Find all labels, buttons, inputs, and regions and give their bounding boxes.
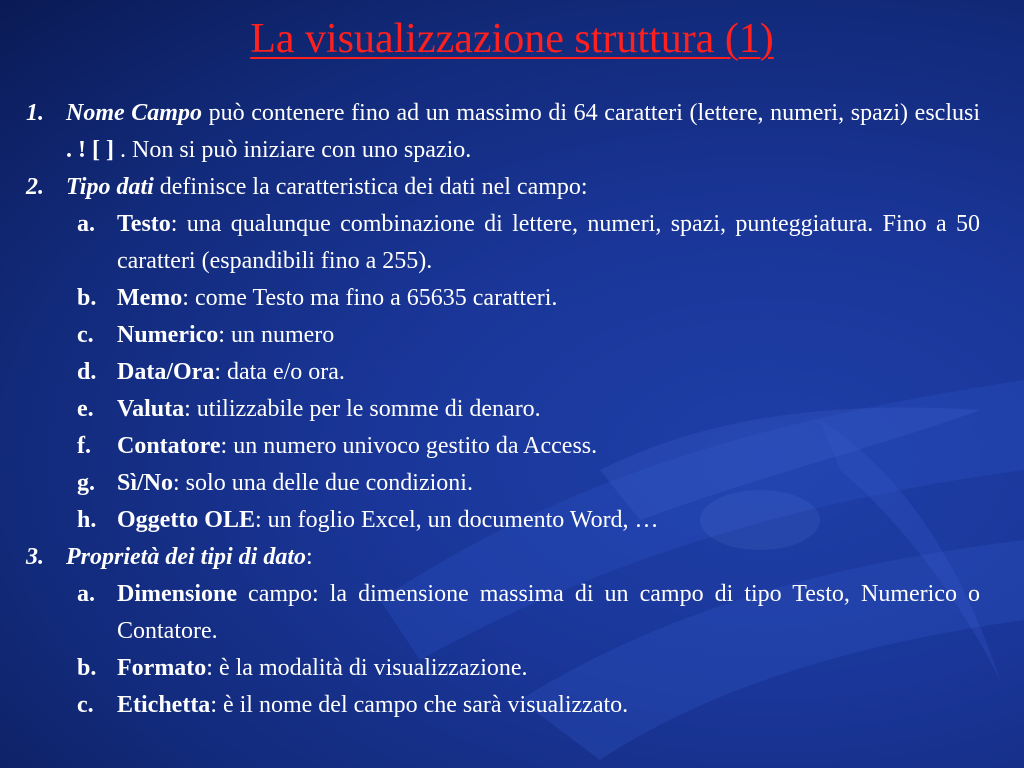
list-item-1 xyxy=(26,95,980,169)
sub-item-2b xyxy=(26,280,980,317)
sub-item-text xyxy=(117,465,980,502)
sub-item-3b xyxy=(26,650,980,687)
list-item-3 xyxy=(26,539,980,576)
sub-item-text xyxy=(117,354,980,391)
sub-item-description: : una qualunque combinazione di lettere, numeri, spazi, punteggiatura. Fino a 50 caratteri (espandibili fino a 255). xyxy=(117,211,980,274)
item-description-end: . Non si può iniziare con uno spazio. xyxy=(113,137,472,163)
sub-item-letter: c. xyxy=(77,322,94,348)
sub-item-text xyxy=(117,206,980,280)
sub-item-letter: g. xyxy=(77,470,95,496)
sub-item-term: Etichetta xyxy=(117,692,211,718)
sub-item-2d xyxy=(26,354,980,391)
item-term: Nome Campo xyxy=(66,100,202,126)
item-description: può contenere fino ad un massimo di 64 caratteri (lettere, numeri, spazi) esclusi xyxy=(201,100,981,126)
sub-item-2g xyxy=(26,465,980,502)
sub-item-term: Contatore xyxy=(117,433,221,459)
item-number: 3. xyxy=(26,544,44,570)
sub-item-letter: d. xyxy=(77,359,97,385)
sub-item-2e xyxy=(26,391,980,428)
sub-item-letter: e. xyxy=(77,396,94,422)
sub-item-term: Data/Ora xyxy=(117,359,215,385)
item-description: definisce la caratteristica dei dati nel campo: xyxy=(153,174,588,200)
sub-item-term: Memo xyxy=(117,285,183,311)
sub-item-description: : come Testo ma fino a 65635 caratteri. xyxy=(182,285,558,311)
sub-item-2a xyxy=(26,206,980,280)
sub-item-text xyxy=(117,428,980,465)
sub-item-letter: a. xyxy=(77,581,95,607)
item-text xyxy=(66,95,980,169)
item-term: Tipo dati xyxy=(66,174,154,200)
list-item-2 xyxy=(26,169,980,206)
sub-item-3c xyxy=(26,687,980,724)
sub-item-2f xyxy=(26,428,980,465)
sub-item-description: campo: la dimensione massima di un campo di tipo Testo, Numerico o Contatore. xyxy=(117,581,980,644)
sub-item-letter: b. xyxy=(77,285,97,311)
sub-item-text xyxy=(117,650,980,687)
item-number: 1. xyxy=(26,100,44,126)
item-description: : xyxy=(306,544,313,570)
sub-item-description: : è il nome del campo che sarà visualizzato. xyxy=(210,692,629,718)
sub-item-term: Oggetto OLE xyxy=(117,507,255,533)
sub-item-text xyxy=(117,687,980,724)
sub-item-term: Sì/No xyxy=(117,470,174,496)
sub-item-term: Dimensione xyxy=(117,581,237,607)
item-number: 2. xyxy=(26,174,44,200)
sub-item-description: : è la modalità di visualizzazione. xyxy=(206,655,528,681)
sub-item-letter: f. xyxy=(77,433,91,459)
item-term: Proprietà dei tipi di dato xyxy=(66,544,306,570)
sub-item-text xyxy=(117,576,980,650)
sub-item-description: : un foglio Excel, un documento Word, … xyxy=(255,507,659,533)
sub-item-text xyxy=(117,391,980,428)
sub-item-2c xyxy=(26,317,980,354)
sub-item-description: : data e/o ora. xyxy=(214,359,345,385)
sub-item-description: : un numero univoco gestito da Access. xyxy=(220,433,598,459)
sub-item-text xyxy=(117,502,980,539)
sub-item-letter: h. xyxy=(77,507,97,533)
sub-item-term: Valuta xyxy=(117,396,185,422)
sub-item-description: : solo una delle due condizioni. xyxy=(173,470,473,496)
sub-item-description: : utilizzabile per le somme di denaro. xyxy=(184,396,541,422)
sub-item-term: Testo xyxy=(117,211,171,237)
item-text xyxy=(66,539,980,576)
slide-content xyxy=(26,95,980,724)
sub-item-2h xyxy=(26,502,980,539)
sub-item-term: Formato xyxy=(117,655,207,681)
sub-item-3a xyxy=(26,576,980,650)
sub-item-text xyxy=(117,280,980,317)
sub-item-letter: c. xyxy=(77,692,94,718)
excluded-symbols: . ! [ ] xyxy=(66,137,114,163)
sub-item-term: Numerico xyxy=(117,322,219,348)
sub-item-description: : un numero xyxy=(218,322,335,348)
slide-title: La visualizzazione struttura (1) xyxy=(250,16,774,62)
sub-item-letter: b. xyxy=(77,655,97,681)
sub-item-text xyxy=(117,317,980,354)
item-text xyxy=(66,169,980,206)
sub-item-letter: a. xyxy=(77,211,95,237)
